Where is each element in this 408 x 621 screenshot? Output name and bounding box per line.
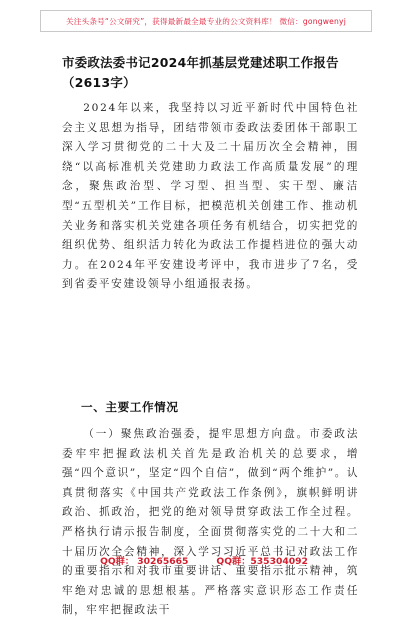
section-heading: 一、主要工作情况 <box>81 400 179 414</box>
promo-banner-text: 关注头条号“公文研究”，获得最新最全最专业的公文资料库！ 微信：gongwenyj <box>65 16 347 26</box>
footer-qq-group-2: QQ群：535304092 <box>216 556 308 567</box>
document-title: 市委政法委书记2024年抓基层党建述职工作报告（2613字） <box>62 55 339 90</box>
footer-qq-group-1: QQ群： 30265665 <box>100 556 189 567</box>
footer-contact <box>0 553 408 567</box>
body-paragraph-political: （一）聚焦政治强委，提牢思想方向盘。市委政法委牢牢把握政法机关首先是政治机关的总要求，增强“四个意识”，坚定“四个自信”，做到“两个维护”。认真贯彻落实《中国共产党政法工作条例》，旗帜鲜明讲政治、抓政治，把党的绝对领导贯穿政法工作全过程。严格执行请示报告制度，全面贯彻落实党的二十大和二十届历次全会精神，深入学习习近平总书记对政法工作的重要指示和对我市重要讲话、重要指示批示精神，筑牢绝对忠诚的思想根基。严格落实意识形态工作责任制，牢牢把握政法干 <box>62 428 359 617</box>
promo-banner <box>40 10 372 32</box>
body-paragraph-intro: 2024年以来，我坚持以习近平新时代中国特色社会主义思想为指导，团结带领市委政法委团体干部职工深入学习贯彻党的二十大及二十届历次全会精神，围绕“以高标准机关党建助力政法工作高质量发展”的理念，聚焦政治型、学习型、担当型、实干型、廉洁型“五型机关”工作目标，把模范机关创建工作、推动机关业务和落实机关党建各项任务有机结合，切实把党的组织优势、组织活力转化为政法工作提档进位的强大动力。在2024年平安建设考评中，我市进步了7名，受到省委平安建设领导小组通报表扬。 <box>62 102 359 291</box>
